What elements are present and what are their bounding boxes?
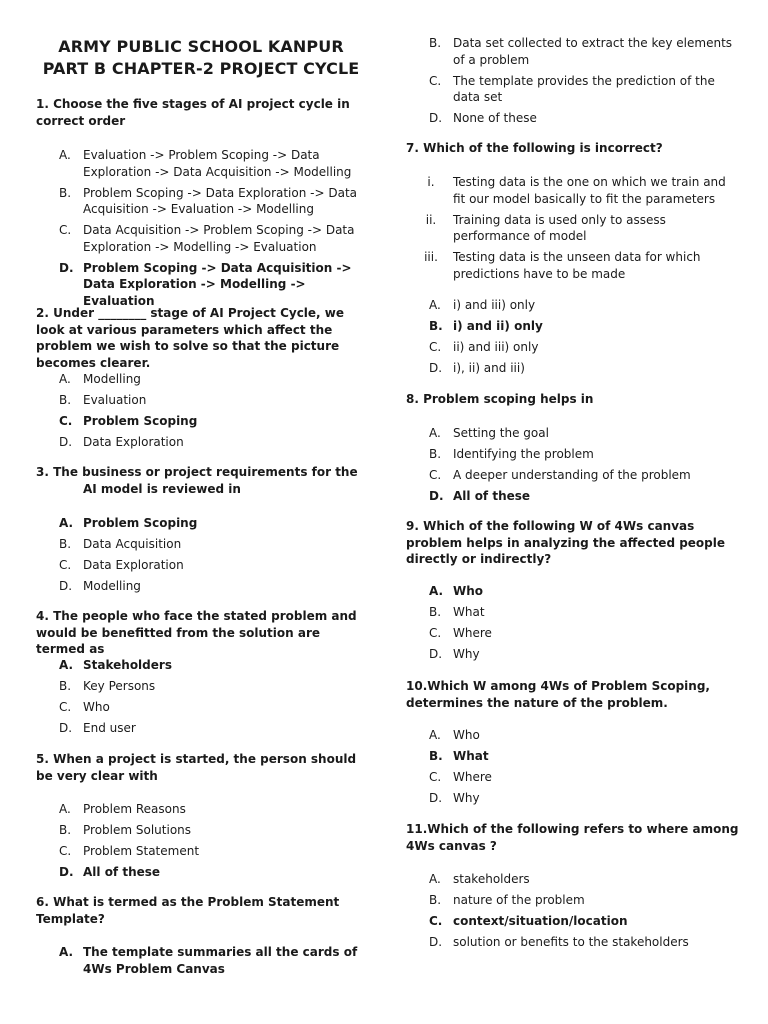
question-5: 5. When a project is started, the person should be very clear with <box>36 752 357 783</box>
option-item: C. context/situation/location <box>429 914 628 928</box>
option-item: A. Stakeholders <box>59 658 172 672</box>
option-item: D. All of these <box>429 489 531 503</box>
question-6: 6. What is termed as the Problem Statement Template? <box>36 895 340 926</box>
question-5-options <box>36 801 366 881</box>
school-name: ARMY PUBLIC SCHOOL KANPUR <box>58 37 344 56</box>
question-10-options <box>406 727 740 807</box>
option-item: B. Problem Scoping -> Data Exploration -> Data Acquisition -> Evaluation -> Modelling <box>59 185 358 216</box>
option-item: C. Where <box>429 626 492 640</box>
option-item: C. Where <box>429 770 492 784</box>
option-item: C. Problem Scoping <box>59 414 198 428</box>
option-item: D. None of these <box>429 111 537 125</box>
question-3-options <box>36 515 366 595</box>
option-item: B. Data Acquisition <box>59 537 182 551</box>
question-11: 11.Which of the following refers to where among 4Ws canvas ? <box>406 822 739 853</box>
option-item: A. Setting the goal <box>429 426 549 440</box>
option-item: A. The template summaries all the cards of 4Ws Problem Canvas <box>59 945 358 976</box>
question-1: 1. Choose the five stages of AI project cycle in correct order <box>36 97 350 128</box>
option-item: C. ii) and iii) only <box>429 340 539 354</box>
option-item: B. nature of the problem <box>429 893 585 907</box>
option-item: D. Problem Scoping -> Data Acquisition -> Data Exploration -> Modelling -> Evaluation <box>59 260 352 308</box>
option-item: A. Problem Reasons <box>59 802 186 816</box>
option-item: B. Data set collected to extract the key elements of a problem <box>429 36 733 67</box>
option-item: B. Key Persons <box>59 679 156 693</box>
option-item: C. Who <box>59 700 110 714</box>
question-2-options <box>36 371 366 451</box>
question-7-options <box>406 297 740 377</box>
option-item: A. Who <box>429 584 484 598</box>
question-7-statements <box>406 174 740 282</box>
option-item: C. Problem Statement <box>59 844 200 858</box>
option-item: A. Who <box>429 728 480 742</box>
page-title <box>36 36 366 80</box>
question-1-options <box>36 147 366 309</box>
option-item: A. Problem Scoping <box>59 516 198 530</box>
statement-item: iii. Testing data is the unseen data for which predictions have to be made <box>424 250 701 281</box>
question-7: 7. Which of the following is incorrect? <box>406 141 663 155</box>
option-item: D. Data Exploration <box>59 435 184 449</box>
option-item: B. Evaluation <box>59 393 147 407</box>
statement-item: i. Testing data is the one on which we train and fit our model basically to fit the parameters <box>427 175 726 206</box>
question-11-options <box>406 871 740 951</box>
question-9: 9. Which of the following W of 4Ws canvas problem helps in analyzing the affected people directly or indirectly? <box>406 519 726 566</box>
option-item: D. End user <box>59 721 136 735</box>
option-item: D. solution or benefits to the stakeholders <box>429 935 689 949</box>
option-item: D. i), ii) and iii) <box>429 361 525 375</box>
option-item: B. Problem Solutions <box>59 823 192 837</box>
question-6-options-part2 <box>406 35 740 127</box>
option-item: A. stakeholders <box>429 872 530 886</box>
option-item: B. Identifying the problem <box>429 447 594 461</box>
option-item: C. A deeper understanding of the problem <box>429 468 691 482</box>
option-item: D. All of these <box>59 865 161 879</box>
option-item: B. i) and ii) only <box>429 319 543 333</box>
statement-item: ii. Training data is used only to assess performance of model <box>425 212 666 243</box>
question-9-options <box>406 583 740 663</box>
option-item: C. The template provides the prediction of the data set <box>429 73 715 104</box>
option-item: D. Modelling <box>59 579 141 593</box>
option-item: A. i) and iii) only <box>429 298 536 312</box>
option-item: B. What <box>429 605 485 619</box>
question-2: 2. Under ________ stage of AI Project Cycle, we look at various parameters which affect the problem we wish to solve so that the picture becomes clearer. <box>36 306 345 370</box>
question-4-options <box>36 657 366 737</box>
option-item: C. Data Acquisition -> Problem Scoping -> Data Exploration -> Modelling -> Evaluation <box>59 223 355 254</box>
option-item: D. Why <box>429 647 480 661</box>
option-item: C. Data Exploration <box>59 558 184 572</box>
question-4: 4. The people who face the stated problem and would be benefitted from the solution are termed as <box>36 609 357 656</box>
question-8-options <box>406 425 740 505</box>
question-8: 8. Problem scoping helps in <box>406 392 594 406</box>
option-item: A. Modelling <box>59 372 141 386</box>
chapter-title: PART B CHAPTER-2 PROJECT CYCLE <box>42 59 360 78</box>
question-10: 10.Which W among 4Ws of Problem Scoping, determines the nature of the problem. <box>406 679 710 710</box>
question-3: 3. The business or project requirements for the AI model is reviewed in <box>36 465 358 496</box>
option-item: D. Why <box>429 791 480 805</box>
question-6-options-part1 <box>36 944 366 977</box>
option-item: A. Evaluation -> Problem Scoping -> Data Exploration -> Data Acquisition -> Modelling <box>59 148 352 179</box>
option-item: B. What <box>429 749 489 763</box>
